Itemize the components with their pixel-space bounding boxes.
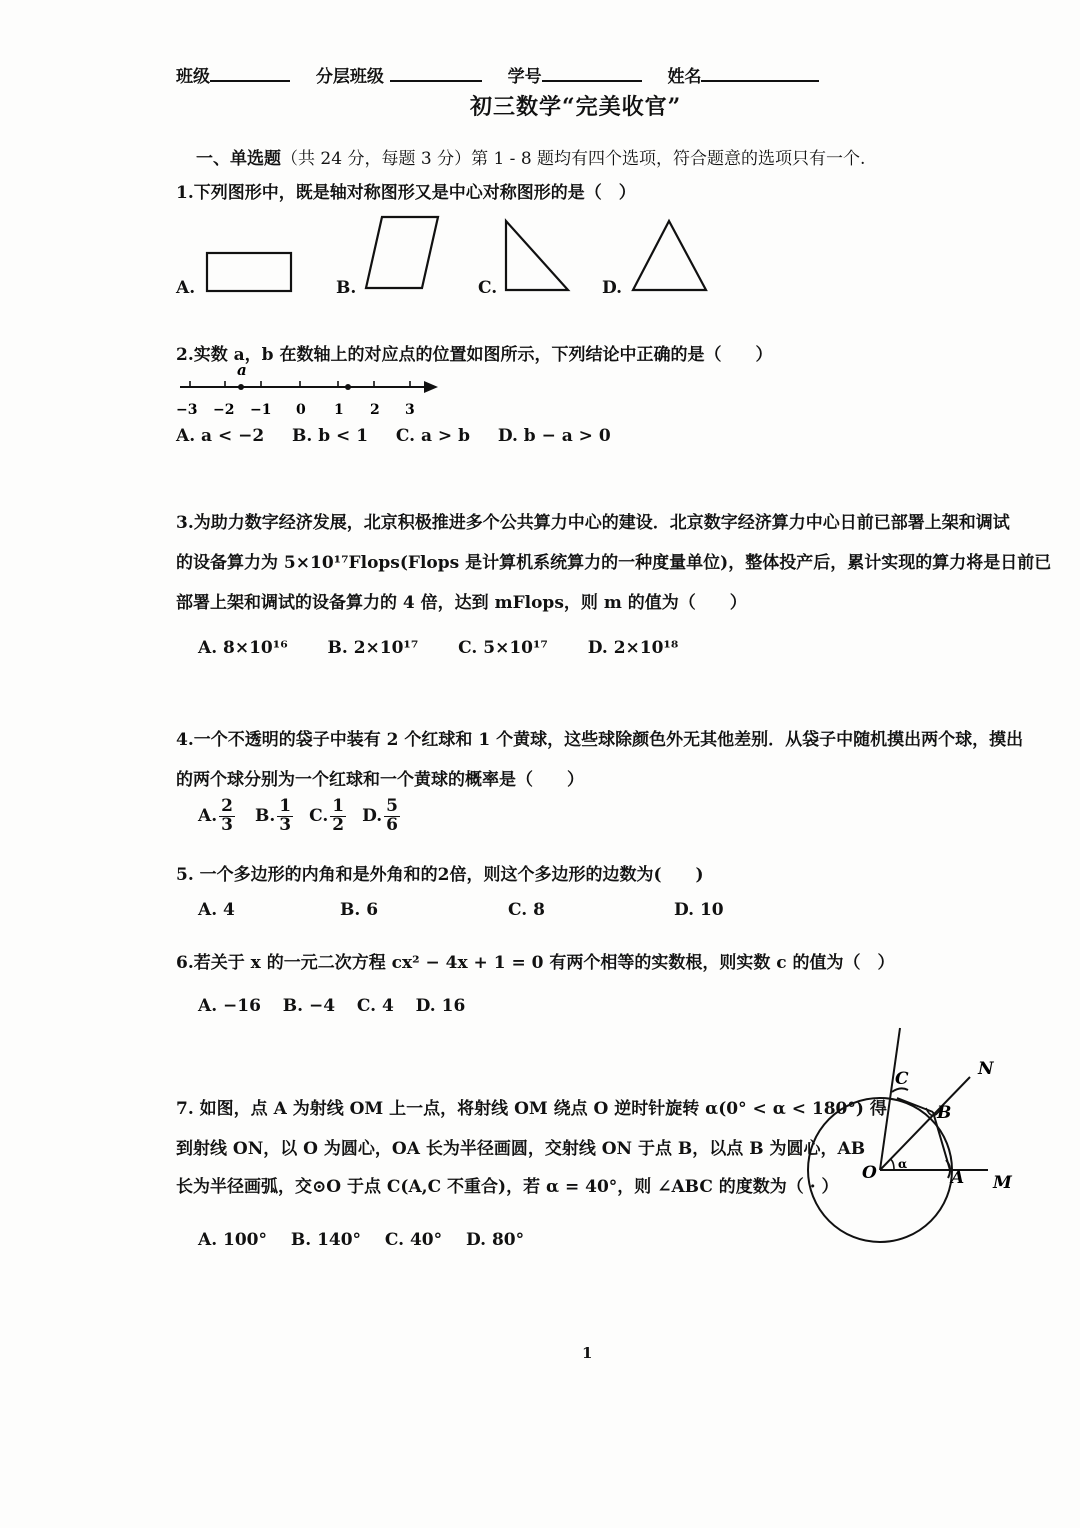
q4-option-d-label: D. xyxy=(362,806,383,827)
q4-line-2: 的两个球分别为一个红球和一个黄球的概率是（ ） xyxy=(176,770,584,790)
tick-label: 2 xyxy=(370,402,380,418)
q6-options xyxy=(198,996,465,1016)
q6-option-a[interactable]: A. −16 xyxy=(198,996,261,1016)
q3-option-b[interactable]: B. 2×10¹⁷ xyxy=(327,638,419,658)
q3-line-1: 3.为助力数字经济发展，北京积极推进多个公共算力中心的建设．北京数字经济算力中心日前已部署上架和调试 xyxy=(176,513,1010,533)
q7-option-d[interactable]: D. 80° xyxy=(465,1230,525,1250)
q2-options xyxy=(176,426,611,446)
point-a-label: a xyxy=(237,361,247,379)
tick-label: −2 xyxy=(213,402,235,418)
q3-line-3: 部署上架和调试的设备算力的 4 倍，达到 mFlops，则 m 的值为（ ） xyxy=(176,593,747,613)
q1-option-b[interactable]: B. xyxy=(336,278,357,298)
q4-option-a[interactable] xyxy=(198,798,237,835)
q4-line-1: 4.一个不透明的袋子中装有 2 个红球和 1 个黄球，这些球除颜色外无其他差别．从袋子中随机摸出两个球，摸出 xyxy=(176,730,1024,750)
q5-option-d[interactable]: D. 10 xyxy=(674,900,724,920)
q1-option-a[interactable]: A. xyxy=(176,278,196,298)
q3-option-a[interactable]: A. 8×10¹⁶ xyxy=(198,638,288,658)
q4-option-a-fraction: $\frac{2}{3}$ xyxy=(221,796,233,835)
label-o: O xyxy=(862,1163,877,1183)
section-heading-rest: （共 24 分，每题 3 分）第 1 - 8 题均有四个选项，符合题意的选项只有一个. xyxy=(281,149,866,169)
q7-option-b[interactable]: B. 140° xyxy=(290,1230,362,1250)
label-c: C xyxy=(895,1069,909,1089)
q4-option-b[interactable] xyxy=(255,798,295,835)
q5-option-c[interactable]: C. 8 xyxy=(508,900,545,920)
number-line-arrow-icon xyxy=(424,381,438,393)
q7-option-a[interactable]: A. 100° xyxy=(198,1230,268,1250)
q4-option-d[interactable] xyxy=(362,798,402,835)
number-line xyxy=(0,355,480,425)
label-n: N xyxy=(978,1059,994,1079)
q7-line-2: 到射线 ON，以 O 为圆心，OA 长为半径画圆，交射线 ON 于点 B，以点 B 为圆心，AB xyxy=(176,1139,866,1159)
q3-line-2: 的设备算力为 5×10¹⁷Flops(Flops 是计算机系统算力的一种度量单位)，整体投产后，累计实现的算力将是日前已 xyxy=(176,553,1052,573)
q1-option-d[interactable]: D. xyxy=(602,278,623,298)
q6-stem: 6.若关于 x 的一元二次方程 cx² − 4x + 1 = 0 有两个相等的实数根，则实数 c 的值为（ ） xyxy=(176,953,895,973)
q2-option-c[interactable]: C. a > b xyxy=(395,426,470,446)
right-triangle-shape xyxy=(506,221,568,290)
rectangle-shape xyxy=(207,253,291,291)
tick-label: −1 xyxy=(250,402,272,418)
q7-line-1: 7. 如图，点 A 为射线 OM 上一点，将射线 OM 绕点 O 逆时针旋转 α(0° < α < 180°) 得 xyxy=(176,1099,887,1119)
page-title: 初三数学“完美收官” xyxy=(470,94,682,120)
q4-options xyxy=(198,798,402,835)
q7-line-3: 长为半径画弧，交⊙O 于点 C(A,C 不重合)，若 α = 40°，则 ∠ABC 的度数为（ · ） xyxy=(176,1177,839,1197)
equilateral-triangle-shape xyxy=(633,221,706,290)
label-a: A xyxy=(951,1168,965,1188)
q4-option-b-label: B. xyxy=(254,806,276,827)
q7-figure xyxy=(790,1020,1040,1250)
q2-stem: 2.实数 a，b 在数轴上的对应点的位置如图所示，下列结论中正确的是（ ） xyxy=(176,345,773,365)
q6-option-d[interactable]: D. 16 xyxy=(415,996,466,1016)
q6-option-c[interactable]: C. 4 xyxy=(356,996,394,1016)
label-alpha: α xyxy=(898,1157,908,1171)
tier-label: 分层班级 xyxy=(315,67,384,87)
tick-label: −3 xyxy=(176,402,198,418)
parallelogram-shape xyxy=(366,217,438,288)
q3-options xyxy=(198,638,678,658)
q4-option-c[interactable] xyxy=(309,798,348,835)
alpha-arc xyxy=(890,1159,894,1170)
page-number: 1 xyxy=(582,1344,593,1362)
q1-shapes xyxy=(0,0,1080,310)
q7-options xyxy=(198,1230,524,1250)
id-label: 学号 xyxy=(507,67,542,87)
name-label: 姓名 xyxy=(667,67,702,87)
label-b: B xyxy=(937,1103,952,1123)
q4-option-a-label: A. xyxy=(198,806,218,827)
point-b-dot xyxy=(345,384,351,390)
class-label: 班级 xyxy=(176,67,210,87)
q6-option-b[interactable]: B. −4 xyxy=(282,996,336,1016)
q1-option-c[interactable]: C. xyxy=(478,278,498,298)
q4-option-d-fraction: $\frac{5}{6}$ xyxy=(386,796,398,835)
q5-option-b[interactable]: B. 6 xyxy=(340,900,379,920)
q2-option-a[interactable]: A. a < −2 xyxy=(176,426,265,446)
q3-option-c[interactable]: C. 5×10¹⁷ xyxy=(458,638,548,658)
q7-option-c[interactable]: C. 40° xyxy=(384,1230,443,1250)
tick-label: 3 xyxy=(405,402,415,418)
point-a-dot xyxy=(238,384,244,390)
q5-option-a[interactable]: A. 4 xyxy=(198,900,235,920)
q3-option-d[interactable]: D. 2×10¹⁸ xyxy=(587,638,679,658)
tick-label: 0 xyxy=(296,402,306,418)
q2-option-d[interactable]: D. b − a > 0 xyxy=(497,426,611,446)
q1-stem: 1.下列图形中，既是轴对称图形又是中心对称图形的是（ ） xyxy=(176,183,636,203)
section-heading-bold: 一、单选题 xyxy=(196,149,281,169)
q4-option-c-label: C. xyxy=(309,806,329,827)
q2-option-b[interactable]: B. b < 1 xyxy=(292,426,369,446)
q4-option-c-fraction: $\frac{1}{2}$ xyxy=(332,796,345,835)
label-m: M xyxy=(993,1173,1012,1193)
q4-option-b-fraction: $\frac{1}{3}$ xyxy=(279,796,292,835)
tick-label: 1 xyxy=(334,402,344,418)
q5-stem: 5. 一个多边形的内角和是外角和的2倍，则这个多边形的边数为( ) xyxy=(176,865,704,885)
